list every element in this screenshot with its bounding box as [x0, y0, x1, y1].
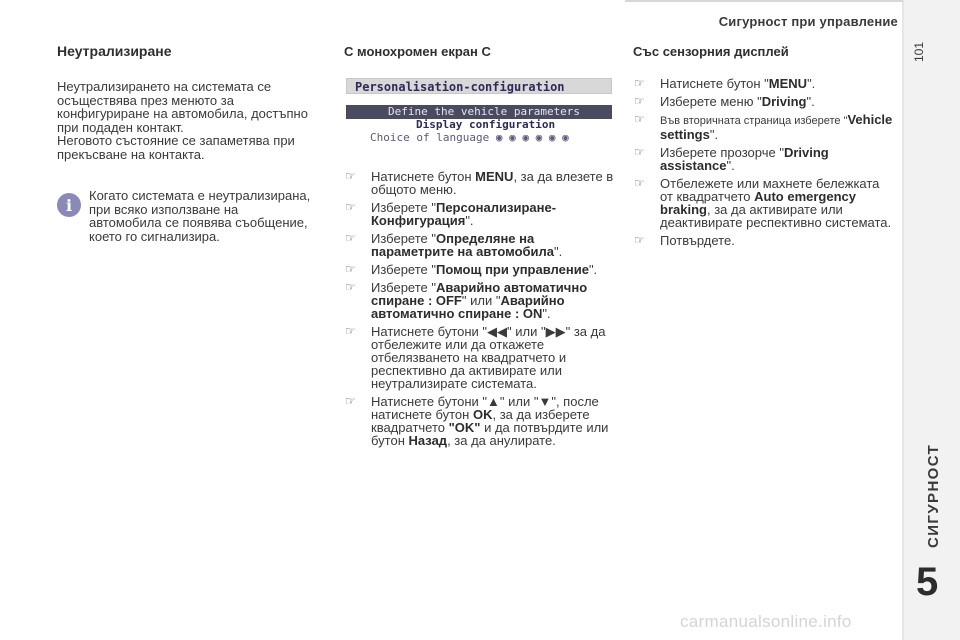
list-item: ☞ Натиснете бутони "◀◀" или "▶▶" за да отбележите или да откажете отбелязването на квадратчето и респективно да активирате или неутрализирате системата.	[345, 324, 606, 391]
list-item: ☞ Изберете меню "Driving".	[634, 94, 815, 109]
section-title-touch-screen: Със сензорния дисплей	[633, 44, 789, 59]
info-icon: i	[57, 193, 81, 217]
screen-line-4: Choice of language ◉ ◉ ◉ ◉ ◉ ◉	[370, 131, 569, 144]
mono-screen-illustration	[346, 78, 612, 148]
list-item: ☞ Натиснете бутон "MENU".	[634, 76, 816, 91]
list-item: ☞ Изберете "Аварийно автоматично спиране : OFF" или "Аварийно автоматично спиране : ON".	[345, 280, 588, 321]
header-rule	[625, 0, 903, 2]
paragraph-neutralize-method: Неутрализирането на системата се осъществява през менюто за конфигуриране на автомобила, достъпно при подаден контакт.	[57, 79, 308, 135]
list-item: ☞ Във вторичната страница изберете "Vehicle settings".	[634, 112, 893, 142]
chapter-number: 5	[916, 560, 939, 604]
info-note: Когато системата е неутрализирана, при всяко използване на автомобила се появява съобщение, което го сигнализира.	[89, 188, 311, 244]
screen-line-3: Display configuration	[416, 118, 556, 131]
screen-line-2: Define the vehicle parameters	[388, 105, 581, 118]
section-title-mono-screen: С монохромен екран С	[344, 44, 491, 59]
section-label-vertical: СИГУРНОСТ	[925, 443, 942, 548]
page-header-title: Сигурност при управление	[718, 14, 898, 29]
list-item: ☞ Отбележете или махнете бележката от квадратчето Auto emergency braking, за да активирате или деактивирате респективно системата.	[634, 176, 892, 230]
section-title-neutralize: Неутрализиране	[57, 43, 172, 59]
paragraph-state-memorized: Неговото състояние се запаметява при прекъсване на контакта.	[57, 133, 295, 162]
screen-highlight-bar	[346, 105, 612, 119]
screen-menu-title-bar	[346, 78, 612, 94]
side-rule	[902, 0, 904, 640]
steps-list-touch	[633, 77, 893, 252]
list-item: ☞ Натиснете бутони "▲" или "▼", после натиснете бутон OK, за да изберете квадратчето "OK" и да потвърдите или бутон Назад, за да анулирате.	[345, 394, 609, 448]
list-item: ☞ Изберете "Помощ при управление".	[345, 262, 598, 277]
list-item: ☞ Изберете "Персонализиране-Конфигурация".	[345, 200, 557, 228]
list-item: ☞ Потвърдете.	[634, 233, 735, 248]
page-number: 101	[912, 41, 926, 62]
list-item: ☞ Натиснете бутон MENU, за да влезете в общото меню.	[345, 169, 614, 197]
list-item: ☞ Изберете прозорче "Driving assistance".	[634, 145, 829, 173]
screen-line-1: Personalisation-configuration	[355, 80, 565, 94]
watermark-text: carmanualsonline.info	[680, 612, 852, 631]
steps-list-mono	[344, 170, 614, 452]
list-item: ☞ Изберете "Определяне на параметрите на автомобила".	[345, 231, 563, 259]
